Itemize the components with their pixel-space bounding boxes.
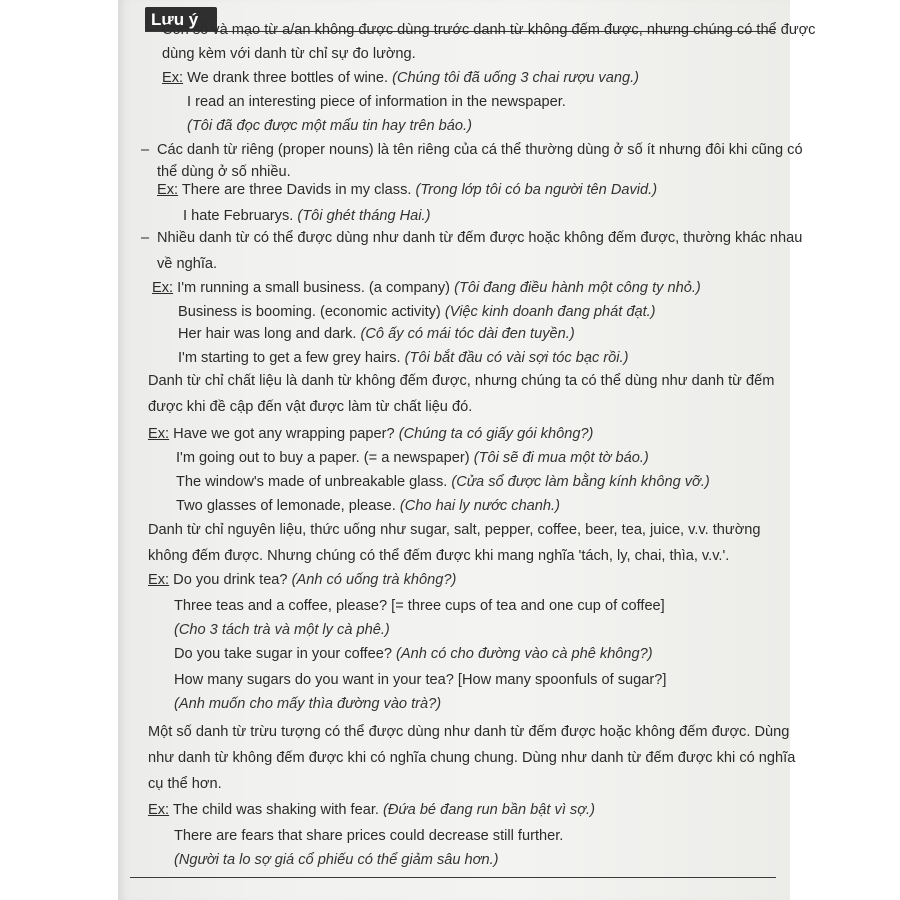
intro-line xyxy=(162,44,416,64)
example-label: Ex: xyxy=(148,572,170,588)
intro-text: dùng kèm với danh từ chỉ sự đo lường. xyxy=(162,46,416,62)
intro-line xyxy=(148,397,472,417)
example-english: Do you take sugar in your coffee? xyxy=(174,646,392,662)
intro-line xyxy=(148,546,729,566)
example-vietnamese: (Đứa bé đang run bần bật vì sợ.) xyxy=(383,802,595,818)
intro-line xyxy=(148,722,789,742)
example-english: I'm starting to get a few grey hairs. xyxy=(178,350,401,366)
example-line xyxy=(178,324,575,344)
example-vietnamese: (Tôi bắt đầu có vài sợi tóc bạc rồi.) xyxy=(404,350,629,366)
example-vietnamese: (Anh muốn cho mấy thìa đường vào trà?) xyxy=(174,696,442,712)
example-english: We drank three bottles of wine. xyxy=(187,70,389,86)
example-vietnamese: (Cho 3 tách trà và một ly cà phê.) xyxy=(174,622,390,638)
example-english: I'm running a small business. (a company) xyxy=(177,280,451,296)
example-english: Business is booming. (economic activity) xyxy=(178,304,441,320)
intro-line xyxy=(146,20,815,40)
footer-divider xyxy=(130,877,776,878)
example-english: Do you drink tea? xyxy=(173,572,288,588)
example-line xyxy=(176,448,649,468)
example-translation-line xyxy=(187,116,472,136)
intro-text: Danh từ chỉ nguyên liệu, thức uống như sugar, salt, pepper, coffee, beer, tea, juice, v.v. thường xyxy=(148,522,761,538)
intro-text: về nghĩa. xyxy=(157,256,218,272)
example-vietnamese: (Người ta lo sợ giá cổ phiếu có thể giảm sâu hơn.) xyxy=(174,852,499,868)
intro-line xyxy=(141,140,803,160)
intro-text: Các danh từ riêng (proper nouns) là tên riêng của cá thể thường dùng ở số ít nhưng đôi khi cũng có xyxy=(157,142,803,158)
example-line xyxy=(174,596,665,616)
intro-line xyxy=(148,748,795,768)
example-label: Ex: xyxy=(162,70,184,86)
intro-line xyxy=(148,774,222,794)
example-line xyxy=(176,496,560,516)
intro-line xyxy=(141,228,802,248)
intro-text: cụ thể hơn. xyxy=(148,776,222,792)
example-line xyxy=(174,644,653,664)
intro-text: Con số và mạo từ a/an không được dùng trước danh từ không đếm được, nhưng chúng có thể được xyxy=(162,22,816,38)
example-line xyxy=(148,424,593,444)
example-english: I hate Februarys. xyxy=(183,208,294,224)
example-line xyxy=(174,670,666,690)
example-vietnamese: (Tôi đã đọc được một mẩu tin hay trên báo.) xyxy=(187,118,472,134)
example-label: Ex: xyxy=(148,426,170,442)
intro-line xyxy=(148,371,774,391)
example-english: There are fears that share prices could decrease still further. xyxy=(174,828,564,844)
example-line xyxy=(148,570,456,590)
intro-text: Nhiều danh từ có thể được dùng như danh từ đếm được hoặc không đếm được, thường khác nhau xyxy=(157,230,803,246)
intro-text: được khi đề cập đến vật được làm từ chất liệu đó. xyxy=(148,399,473,415)
example-line xyxy=(148,800,595,820)
example-english: How many sugars do you want in your tea? [How many spoonfuls of sugar?] xyxy=(174,672,667,688)
example-english: Two glasses of lemonade, please. xyxy=(176,498,396,514)
intro-line xyxy=(157,162,291,182)
note-title: Lưu ý xyxy=(145,7,217,32)
example-vietnamese: (Cô ấy có mái tóc dài đen tuyền.) xyxy=(360,326,575,342)
example-english: I'm going out to buy a paper. (= a newspaper) xyxy=(176,450,470,466)
example-line xyxy=(174,826,563,846)
example-vietnamese: (Anh có uống trà không?) xyxy=(291,572,457,588)
intro-text: Một số danh từ trừu tượng có thể được dùng như danh từ đếm được hoặc không đếm được. Dùng xyxy=(148,724,790,740)
example-line xyxy=(157,180,657,200)
example-vietnamese: (Cửa sổ được làm bằng kính không vỡ.) xyxy=(451,474,710,490)
example-line xyxy=(176,472,710,492)
intro-text: không đếm được. Nhưng chúng có thể đếm được khi mang nghĩa 'tách, ly, chai, thìa, v.v.'. xyxy=(148,548,730,564)
example-vietnamese: (Tôi ghét tháng Hai.) xyxy=(297,208,431,224)
example-translation-line xyxy=(174,620,390,640)
intro-line xyxy=(148,520,761,540)
example-english: There are three Davids in my class. xyxy=(181,182,412,198)
example-vietnamese: (Chúng tôi đã uống 3 chai rượu vang.) xyxy=(392,70,639,86)
intro-text: thể dùng ở số nhiều. xyxy=(157,164,291,180)
example-line xyxy=(162,68,639,88)
bullet-dash: – xyxy=(141,142,150,158)
bullet-dash: – xyxy=(141,230,150,246)
example-translation-line xyxy=(174,694,441,714)
example-english: Her hair was long and dark. xyxy=(178,326,357,342)
example-english: The window's made of unbreakable glass. xyxy=(176,474,448,490)
example-english: Three teas and a coffee, please? [= three cups of tea and one cup of coffee] xyxy=(174,598,665,614)
example-english: I read an interesting piece of information in the newspaper. xyxy=(187,94,566,110)
intro-line xyxy=(157,254,217,274)
example-vietnamese: (Cho hai ly nước chanh.) xyxy=(399,498,560,514)
example-translation-line xyxy=(174,850,499,870)
example-label: Ex: xyxy=(148,802,170,818)
intro-text: Danh từ chỉ chất liệu là danh từ không đếm được, nhưng chúng ta có thể dùng như danh từ đếm xyxy=(148,373,775,389)
example-label: Ex: xyxy=(157,182,179,198)
example-vietnamese: (Anh có cho đường vào cà phê không?) xyxy=(396,646,653,662)
example-vietnamese: (Việc kinh doanh đang phát đạt.) xyxy=(444,304,656,320)
example-line xyxy=(187,92,566,112)
example-english: Have we got any wrapping paper? xyxy=(173,426,395,442)
example-line xyxy=(152,278,701,298)
example-english: The child was shaking with fear. xyxy=(172,802,379,818)
example-vietnamese: (Tôi đang điều hành một công ty nhỏ.) xyxy=(454,280,701,296)
example-vietnamese: (Tôi sẽ đi mua một tờ báo.) xyxy=(473,450,649,466)
example-line xyxy=(183,206,430,226)
example-line xyxy=(178,302,656,322)
example-line xyxy=(178,348,628,368)
intro-text: như danh từ không đếm được khi có nghĩa chung chung. Dùng như danh từ đếm được khi có nghĩa xyxy=(148,750,796,766)
example-vietnamese: (Trong lớp tôi có ba người tên David.) xyxy=(415,182,658,198)
bullet-dash: – xyxy=(146,22,155,38)
example-vietnamese: (Chúng ta có giấy gói không?) xyxy=(398,426,594,442)
example-label: Ex: xyxy=(152,280,174,296)
